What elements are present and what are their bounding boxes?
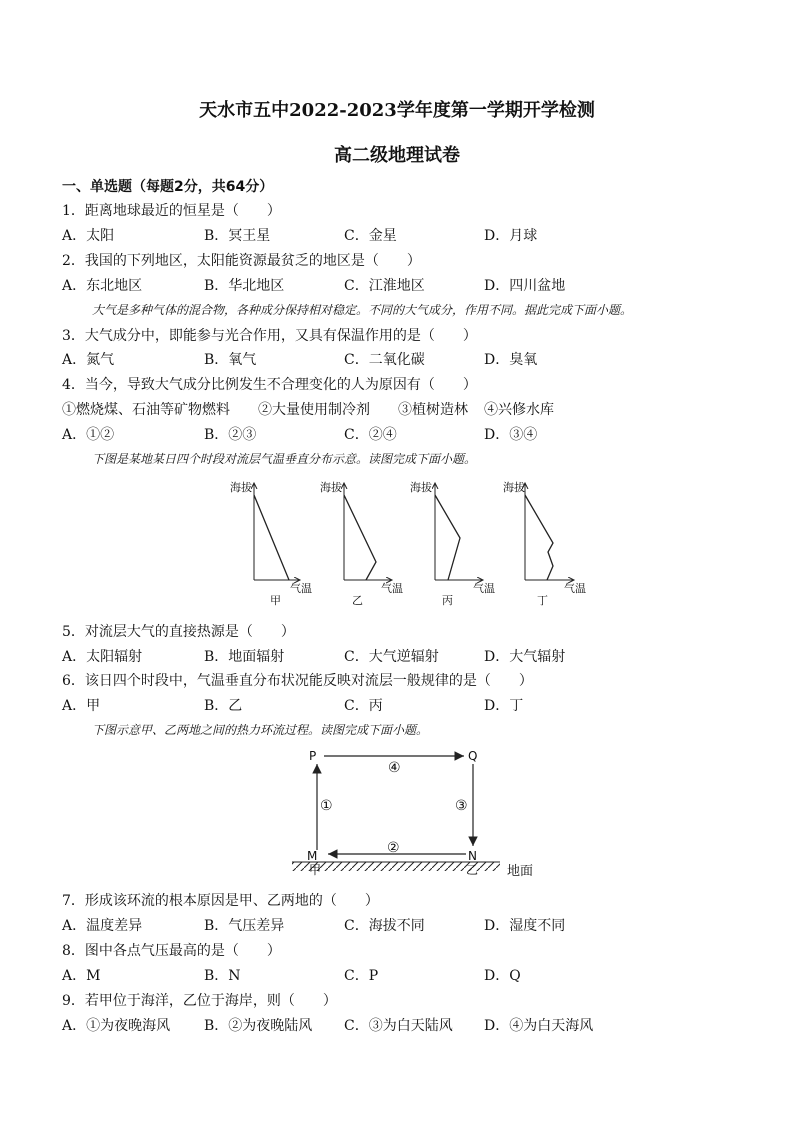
q4-item-2: ②大量使用制冷剂 bbox=[258, 402, 370, 418]
y-axis-label-bing: 海拔 bbox=[410, 481, 432, 494]
q5-option-c[interactable]: C．大气逆辐射 bbox=[344, 649, 439, 665]
q8-option-b[interactable]: B．N bbox=[204, 968, 241, 984]
q9-option-a[interactable]: A．①为夜晚海风 bbox=[62, 1018, 171, 1034]
panel-bing bbox=[410, 480, 495, 607]
q3-option-b[interactable]: B．氧气 bbox=[204, 352, 257, 368]
point-q-label: Q bbox=[468, 749, 478, 763]
q9-option-b[interactable]: B．②为夜晚陆风 bbox=[204, 1018, 313, 1034]
panel-label-yi: 乙 bbox=[352, 594, 363, 607]
q4-item-3: ③植树造林 bbox=[398, 402, 468, 418]
q5-option-d[interactable]: D．大气辐射 bbox=[484, 649, 566, 665]
arrow-4-label: ④ bbox=[388, 760, 401, 776]
q9-option-d[interactable]: D．④为白天海风 bbox=[484, 1018, 594, 1034]
q7-option-a[interactable]: A．温度差异 bbox=[62, 918, 143, 934]
y-axis-label-yi: 海拔 bbox=[320, 481, 342, 494]
q2-option-d[interactable]: D．四川盆地 bbox=[484, 278, 566, 294]
q8-option-a[interactable]: A．M bbox=[62, 968, 101, 984]
intro-atmosphere: 大气是多种气体的混合物，各种成分保持相对稳定。不同的大气成分，作用不同。据此完成下面小题。 bbox=[92, 303, 633, 317]
point-n-label: N bbox=[468, 849, 477, 863]
q4-item-1: ①燃烧煤、石油等矿物燃料 bbox=[62, 402, 230, 418]
q7-option-c[interactable]: C．海拔不同 bbox=[344, 918, 425, 934]
profile-line-jia bbox=[254, 495, 289, 580]
page-title: 天水市五中2022-2023学年度第一学期开学检测 bbox=[199, 100, 595, 121]
q5-option-a[interactable]: A．太阳辐射 bbox=[62, 649, 143, 665]
question-2-stem: 2．我国的下列地区，太阳能资源最贫乏的地区是（ ） bbox=[62, 253, 421, 269]
panel-label-bing: 丙 bbox=[442, 594, 453, 607]
question-1-stem: 1．距离地球最近的恒星是（ ） bbox=[62, 203, 281, 219]
question-9-stem: 9．若甲位于海洋，乙位于海岸，则（ ） bbox=[62, 993, 337, 1009]
intro-temperature-figure: 下图是某地某日四个时段对流层气温垂直分布示意。读图完成下面小题。 bbox=[92, 452, 477, 466]
arrow-1-label: ① bbox=[320, 798, 333, 814]
q6-option-c[interactable]: C．丙 bbox=[344, 698, 383, 714]
question-3-stem: 3．大气成分中，即能参与光合作用，又具有保温作用的是（ ） bbox=[62, 328, 477, 344]
profile-line-ding bbox=[525, 495, 553, 580]
x-axis-label-bing: 气温 bbox=[473, 582, 495, 595]
q4-item-4: ④兴修水库 bbox=[484, 402, 554, 418]
thermal-circulation-figure bbox=[0, 740, 794, 880]
q8-option-d[interactable]: D．Q bbox=[484, 968, 521, 984]
page-subtitle: 高二级地理试卷 bbox=[334, 145, 460, 166]
q6-option-a[interactable]: A．甲 bbox=[62, 698, 101, 714]
q5-option-b[interactable]: B．地面辐射 bbox=[204, 649, 285, 665]
profile-line-bing bbox=[435, 495, 460, 580]
arrow-3-label: ③ bbox=[455, 798, 468, 814]
q3-option-a[interactable]: A．氮气 bbox=[62, 352, 115, 368]
place-yi-label: 乙 bbox=[466, 863, 479, 877]
panel-jia bbox=[230, 480, 312, 607]
question-5-stem: 5．对流层大气的直接热源是（ ） bbox=[62, 624, 295, 640]
x-axis-label-yi: 气温 bbox=[381, 582, 403, 595]
point-m-label: M bbox=[307, 849, 318, 863]
q1-option-c[interactable]: C．金星 bbox=[344, 228, 397, 244]
q6-option-b[interactable]: B．乙 bbox=[204, 698, 243, 714]
q4-option-d[interactable]: D．③④ bbox=[484, 427, 538, 443]
q8-option-c[interactable]: C．P bbox=[344, 968, 379, 984]
point-p-label: P bbox=[309, 749, 317, 763]
q1-option-b[interactable]: B．冥王星 bbox=[204, 228, 271, 244]
q3-option-d[interactable]: D．臭氧 bbox=[484, 352, 538, 368]
panel-label-jia: 甲 bbox=[270, 594, 281, 607]
q7-option-d[interactable]: D．湿度不同 bbox=[484, 918, 566, 934]
temperature-profile-figure bbox=[0, 475, 794, 615]
question-6-stem: 6．该日四个时段中，气温垂直分布状况能反映对流层一般规律的是（ ） bbox=[62, 673, 533, 689]
q9-option-c[interactable]: C．③为白天陆风 bbox=[344, 1018, 453, 1034]
x-axis-label-ding: 气温 bbox=[564, 582, 586, 595]
panel-yi bbox=[320, 480, 403, 607]
section-heading: 一、单选题（每题2分，共64分） bbox=[62, 179, 274, 195]
q6-option-d[interactable]: D．丁 bbox=[484, 698, 524, 714]
q2-option-c[interactable]: C．江淮地区 bbox=[344, 278, 425, 294]
q2-option-b[interactable]: B．华北地区 bbox=[204, 278, 285, 294]
x-axis-label-jia: 气温 bbox=[290, 582, 312, 595]
place-jia-label: 甲 bbox=[309, 863, 322, 877]
arrow-2-label: ② bbox=[387, 840, 400, 856]
ground-label: 地面 bbox=[507, 864, 534, 879]
q1-option-d[interactable]: D．月球 bbox=[484, 228, 538, 244]
panel-label-ding: 丁 bbox=[537, 594, 548, 607]
q3-option-c[interactable]: C．二氧化碳 bbox=[344, 352, 425, 368]
profile-line-yi bbox=[344, 495, 376, 580]
panel-ding bbox=[503, 480, 586, 607]
q1-option-a[interactable]: A．太阳 bbox=[62, 228, 115, 244]
y-axis-label-jia: 海拔 bbox=[230, 481, 252, 494]
question-7-stem: 7．形成该环流的根本原因是甲、乙两地的（ ） bbox=[62, 893, 379, 909]
q4-option-a[interactable]: A．①② bbox=[62, 427, 115, 443]
intro-circulation-figure: 下图示意甲、乙两地之间的热力环流过程。读图完成下面小题。 bbox=[92, 723, 429, 737]
question-8-stem: 8．图中各点气压最高的是（ ） bbox=[62, 943, 281, 959]
q4-option-b[interactable]: B．②③ bbox=[204, 427, 257, 443]
q7-option-b[interactable]: B．气压差异 bbox=[204, 918, 285, 934]
q2-option-a[interactable]: A．东北地区 bbox=[62, 278, 143, 294]
q4-option-c[interactable]: C．②④ bbox=[344, 427, 397, 443]
question-4-stem: 4．当今，导致大气成分比例发生不合理变化的人为原因有（ ） bbox=[62, 377, 477, 393]
y-axis-label-ding: 海拔 bbox=[503, 481, 525, 494]
